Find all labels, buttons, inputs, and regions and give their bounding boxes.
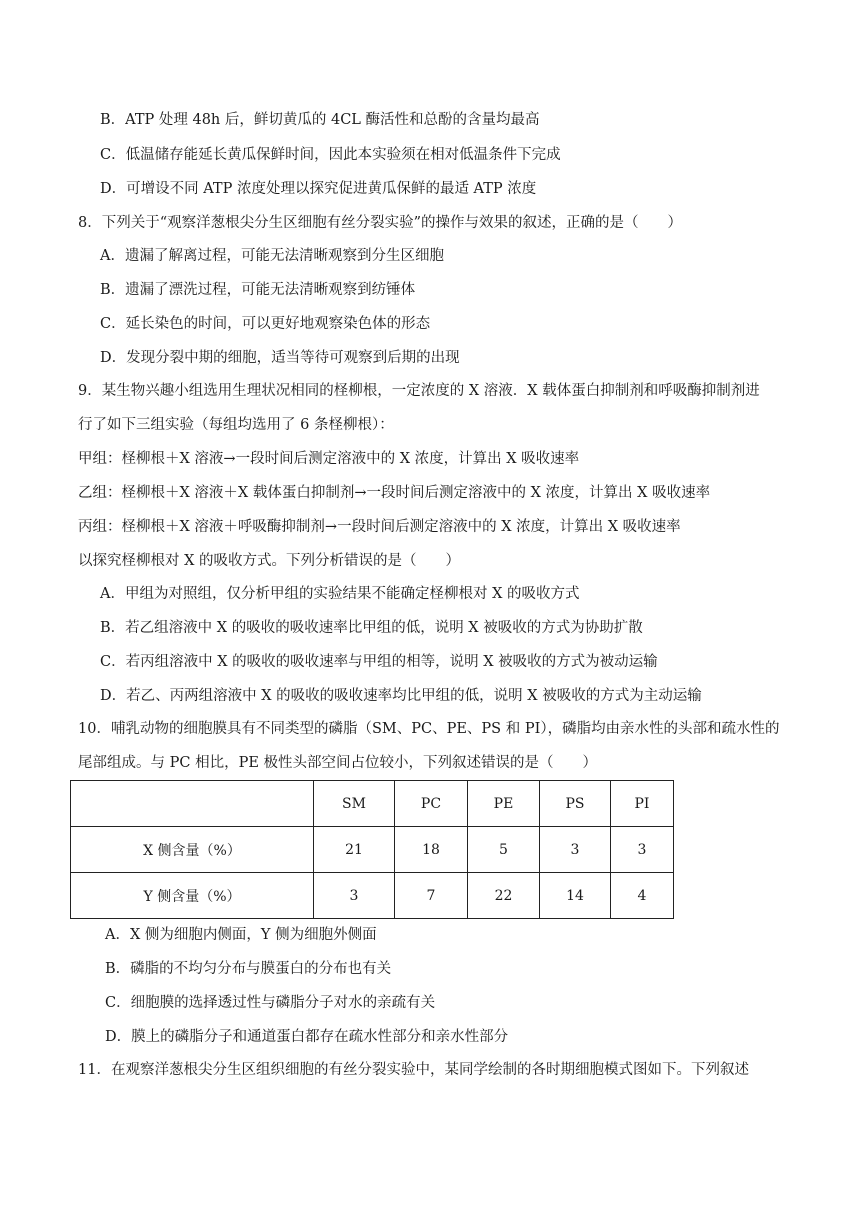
table-cell: 14 [540,873,611,919]
q8-stem: 8．下列关于“观察洋葱根尖分生区细胞有丝分裂实验”的操作与效果的叙述，正确的是（ ） [78,215,683,231]
q9-group-jia: 甲组：柽柳根＋X 溶液→一段时间后测定溶液中的 X 浓度，计算出 X 吸收速率 [78,451,580,467]
q9-question: 以探究柽柳根对 X 的吸收方式。下列分析错误的是（ ） [78,553,461,569]
q9-stem-cont: 行了如下三组实验（每组均选用了 6 条柽柳根）： [78,417,394,433]
q7-option-d: D．可增设不同 ATP 浓度处理以探究促进黄瓜保鲜的最适 ATP 浓度 [100,181,537,197]
q8-option-a: A．遗漏了解离过程，可能无法清晰观察到分生区细胞 [100,248,444,264]
q7-option-b: B．ATP 处理 48h 后，鲜切黄瓜的 4CL 酶活性和总酚的含量均最高 [100,112,540,128]
q9-option-a: A．甲组为对照组，仅分析甲组的实验结果不能确定柽柳根对 X 的吸收方式 [100,586,580,602]
table-cell: 18 [395,827,468,873]
q8-option-c: C．延长染色的时间，可以更好地观察染色体的形态 [100,316,431,332]
table-cell: 3 [314,873,395,919]
table-row [71,873,674,919]
table-cell: 22 [468,873,540,919]
table-header-cell: PS [540,781,611,827]
phospholipid-table [70,780,674,919]
q10-stem-cont: 尾部组成。与 PC 相比，PE 极性头部空间占位较小，下列叙述错误的是（ ） [78,755,598,771]
q8-option-d: D．发现分裂中期的细胞，适当等待可观察到后期的出现 [100,350,460,366]
table-header-cell [71,781,314,827]
q11-stem: 11．在观察洋葱根尖分生区组织细胞的有丝分裂实验中，某同学绘制的各时期细胞模式图如下。下列叙述 [78,1062,749,1078]
q10-option-c: C．细胞膜的选择透过性与磷脂分子对水的亲疏有关 [105,995,436,1011]
table-cell: 5 [468,827,540,873]
table-cell: 3 [611,827,674,873]
table-header-row [71,781,674,827]
q10-option-d: D．膜上的磷脂分子和通道蛋白都存在疏水性部分和亲水性部分 [105,1029,509,1045]
q7-option-c: C．低温储存能延长黄瓜保鲜时间，因此本实验须在相对低温条件下完成 [100,147,561,163]
table-cell: X 侧含量（%） [71,827,314,873]
q9-group-bing: 丙组：柽柳根＋X 溶液＋呼吸酶抑制剂→一段时间后测定溶液中的 X 浓度，计算出 X 吸收速率 [78,519,681,535]
table-cell: 7 [395,873,468,919]
q10-option-b: B．磷脂的不均匀分布与膜蛋白的分布也有关 [105,961,392,977]
q9-option-c: C．若丙组溶液中 X 的吸收的吸收速率与甲组的相等，说明 X 被吸收的方式为被动运输 [100,654,658,670]
table-cell: 3 [540,827,611,873]
q9-stem: 9．某生物兴趣小组选用生理状况相同的柽柳根，一定浓度的 X 溶液．X 载体蛋白抑制剂和呼吸酶抑制剂进 [78,383,760,399]
table-cell: Y 侧含量（%） [71,873,314,919]
q9-option-d: D．若乙、丙两组溶液中 X 的吸收的吸收速率均比甲组的低，说明 X 被吸收的方式为主动运输 [100,688,702,704]
table-cell: 21 [314,827,395,873]
table-header-cell: PC [395,781,468,827]
table-header-cell: PE [468,781,540,827]
table-header-cell: PI [611,781,674,827]
table-cell: 4 [611,873,674,919]
q8-option-b: B．遗漏了漂洗过程，可能无法清晰观察到纺锤体 [100,282,416,298]
table-row [71,827,674,873]
table-header-cell: SM [314,781,395,827]
q10-option-a: A．X 侧为细胞内侧面，Y 侧为细胞外侧面 [105,927,377,943]
q10-stem: 10．哺乳动物的细胞膜具有不同类型的磷脂（SM、PC、PE、PS 和 PI），磷脂均由亲水性的头部和疏水性的 [78,721,780,737]
q9-option-b: B．若乙组溶液中 X 的吸收的吸收速率比甲组的低，说明 X 被吸收的方式为协助扩散 [100,620,643,636]
q9-group-yi: 乙组：柽柳根＋X 溶液＋X 载体蛋白抑制剂→一段时间后测定溶液中的 X 浓度，计算出 X 吸收速率 [78,485,711,501]
